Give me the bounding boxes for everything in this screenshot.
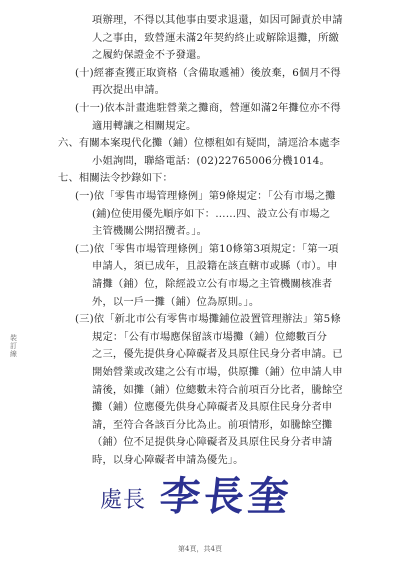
text-line: 項辦理，不得以其他事由要求退還，如因可歸責於申請 [92, 14, 343, 26]
text-line: (鋪)位使用優先順序如下：……四、設立公有市場之 [92, 207, 331, 220]
text-line: (十)經審查獲正取資格（含備取遞補）後放棄，6個月不得 [75, 66, 341, 79]
text-line: 規定：「公有市場應保留該市場攤（鋪）位總數百分 [92, 330, 328, 343]
text-line: 開始營業或改建之公有市場，供原攤（鋪）位申請人申 [92, 366, 343, 378]
text-line: 請後，如攤（鋪）位總數未符合前項百分比者，騰餘空 [92, 383, 343, 396]
text-line: (一)依「零售市場管理條例」第9條規定：「公有市場之攤 [75, 190, 336, 202]
text-line: 六、有關本案現代化攤（鋪）位標租如有疑問，請逕洽本處李 [58, 137, 341, 150]
text-line: 適用轉讓之相關規定。 [92, 119, 197, 132]
text-line: 人之事由，致營運未滿2年契約終止或解除退攤，所繳 [92, 31, 339, 44]
text-line: 之三，優先提供身心障礙者及具原住民身分者申請。已 [92, 348, 343, 361]
text-line: 時，以身心障礙者申請為優先」。 [92, 454, 244, 466]
text-line: (十一)依本計畫進駐營業之攤商，營運如滿2年攤位亦不得 [75, 102, 341, 114]
text-line: 攤（鋪）位應優先供身心障礙者及具原住民身分者申 [92, 401, 333, 414]
text-line: 申請人，須已成年，且設籍在該直轄市或縣（市）。申 [92, 260, 338, 273]
signature-name: 李長奎 [157, 473, 295, 520]
text-line: 之履約保證金不予發還。 [92, 49, 207, 62]
text-line: 請，至符合各該百分比為止。前項情形，如騰餘空攤 [92, 418, 333, 431]
text-line: 再次提出申請。 [92, 84, 166, 97]
text-line: (二)依「零售市場管理條例」第10條第3項規定：「第一項 [75, 242, 339, 255]
signature-title: 處長 [100, 488, 147, 513]
text-line: 外，以一戶一攤（鋪）位為原則。」。 [92, 295, 260, 308]
text-line: 主管機關公開招攬者。」。 [92, 225, 208, 238]
page-number-footer: 第4頁，共4頁 [178, 545, 222, 553]
binding-margin-stamp: 裝訂線 [10, 334, 17, 358]
text-line: (三)依「新北市公有零售市場攤鋪位設置管理辦法」第5條 [75, 313, 341, 326]
text-line: 請攤（鋪）位，除經設立公有市場之主管機關核准者 [92, 278, 333, 290]
text-line: 小姐詢問，聯絡電話：(02)22765006分機1014。 [92, 154, 330, 167]
text-line: （鋪）位不足提供身心障礙者及具原住民身分者申請 [92, 436, 333, 449]
text-line: 七、相關法令抄錄如下： [58, 172, 173, 185]
